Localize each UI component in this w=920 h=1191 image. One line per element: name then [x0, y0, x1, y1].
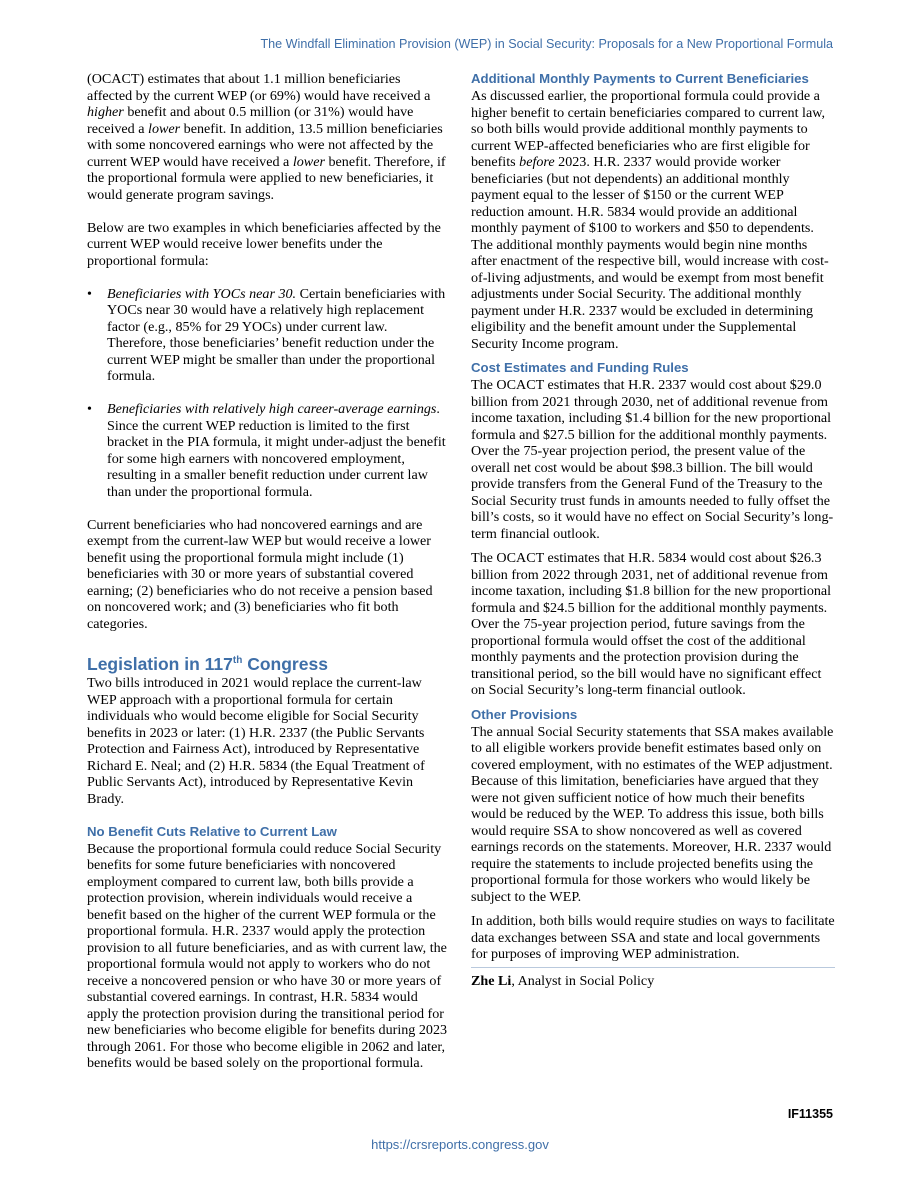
list-item: • Beneficiaries with relatively high career-average earnings. Since the current WEP reduction is limited to the first bracket in the PIA formula, it might under-adjust the benefit for some high earners with noncovered employment, resulting in a smaller benefit reduction under current law than under the proportional formula. [87, 401, 446, 500]
paragraph-additional-payments: As discussed earlier, the proportional formula could provide a higher benefit to certain beneficiaries compared to current law, so both bills would provide additional monthly payments to current WEP-affected beneficiaries who are first eligible for benefits before 2023. H.R. 2337 would provide worker beneficiaries (but not dependents) an additional monthly payment equal to the lesser of $150 or the current WEP reduction amount. H.R. 5834 would provide an additional monthly payment of $100 to workers and $50 to dependents. The additional monthly payments would begin nine months after enactment of the respective bill, would increase with cost-of-living adjustments, and would be exempt from most benefit adjustments under Social Security. The additional monthly payment under H.R. 2337 would be excluded in determining eligibility and the benefit amount under the Supplemental Security Income program. [471, 88, 829, 352]
paragraph-ocact-estimates: (OCACT) estimates that about 1.1 million beneficiaries affected by the current WEP (or 69%) would have received a higher benefit and about 0.5 million (or 31%) would have received a lower benefit. In addition, 13.5 million beneficiaries with some noncovered earnings who were not affected by the current WEP would have received a lower benefit. Therefore, if the proportional formula were applied to new beneficiaries, it would generate program savings. [87, 71, 446, 203]
paragraph-current-beneficiaries: Current beneficiaries who had noncovered earnings and are exempt from the current-law WEP but would receive a lower benefit using the proportional formula might include (1) beneficiaries with 30 or more years of substantial covered earning; (2) beneficiaries who do not receive a pension based on noncovered work; and (3) beneficiaries who fit both categories. [87, 516, 433, 632]
running-header: The Windfall Elimination Provision (WEP) in Social Security: Proposals for a New Proportional Formula [260, 37, 833, 51]
section-heading-legislation: Legislation in 117th Congress [87, 654, 328, 674]
paragraph-statements: The annual Social Security statements that SSA makes available to all eligible workers provide benefit estimates based only on covered employment, with no estimates of the WEP adjustment. Because of this limitation, beneficiaries have argued that they were not given sufficient notice of how much their benefits would be reduced by the WEP. To address this issue, both bills would require SSA to show noncovered as well as covered earnings records on the statements. Moreover, H.R. 2337 would require the statements to include projected benefits using the proportional formula for those workers who would likely be subject to the WEP. [471, 723, 834, 905]
author-line [471, 973, 835, 990]
subheading-cost-estimates: Cost Estimates and Funding Rules [471, 360, 689, 375]
subheading-other-provisions: Other Provisions [471, 706, 578, 722]
paragraph-two-bills: Two bills introduced in 2021 would replace the current-law WEP approach with a proportional formula for certain individuals who would become eligible for Social Security benefits in 2023 or later: (1) H.R. 2337 (the Public Servants Protection and Fairness Act), introduced by Representative Richard E. Neal; and (2) H.R. 5834 (the Equal Treatment of Public Servants Act), introduced by Representative Kevin Brady. [87, 675, 425, 807]
paragraph-examples-intro: Below are two examples in which beneficiaries affected by the current WEP would receive lower benefits under the proportional formula: [87, 219, 441, 269]
footer-url-link[interactable]: https://crsreports.congress.gov [371, 1137, 549, 1152]
right-column [471, 71, 835, 989]
paragraph-hr2337-cost: The OCACT estimates that H.R. 2337 would cost about $29.0 billion from 2021 through 2030, net of additional revenue from income taxation, including $1.4 billion for the new proportional formula and $27.5 billion for the additional monthly payments. Over the 75-year projection period, the present value of the overall net cost would be about $98.3 billion. The bill would provide transfers from the General Fund of the Treasury to the Social Security trust funds in amounts needed to fully offset the bill’s costs, so it would have no effect on Social Security’s long-term financial outlook. [471, 377, 834, 542]
report-id: IF11355 [787, 1107, 833, 1121]
paragraph-data-exchange: In addition, both bills would require studies on ways to facilitate data exchanges between SSA and state and local governments for purposes of improving WEP administration. [471, 913, 835, 962]
left-column [87, 71, 449, 1072]
bullet-icon: • [87, 401, 92, 417]
subheading-no-benefit-cuts: No Benefit Cuts Relative to Current Law [87, 823, 337, 839]
list-item: • Beneficiaries with YOCs near 30. Certain beneficiaries with YOCs near 30 would have a relatively high replacement factor (e.g., 85% for 29 YOCs) under current law. Therefore, those beneficiaries’ benefit reduction under the current WEP might be smaller than under the proportional formula. [87, 285, 446, 384]
subheading-additional-payments: Additional Monthly Payments to Current Beneficiaries [471, 71, 809, 86]
author-name: Zhe Li [471, 972, 512, 989]
author-divider [471, 967, 835, 968]
paragraph-hr5834-cost: The OCACT estimates that H.R. 5834 would cost about $26.3 billion from 2022 through 2031, net of additional revenue from income taxation, including $1.8 billion for the new proportional formula and $24.5 billion for the additional monthly payments. Over the 75-year projection period, future savings from the proportional formula would offset the cost of the additional monthly payments and the protection provision during the transitional period, so the bill would have no significant effect on Social Security’s long-term financial outlook. [471, 550, 832, 698]
bullet-icon: • [87, 285, 92, 302]
examples-list [87, 286, 449, 501]
paragraph-protection-provision: Because the proportional formula could reduce Social Security benefits for some future beneficiaries with noncovered employment compared to current law, both bills provide a protection provision, wherein individuals would receive a benefit based on the higher of the current WEP formula or the proportional formula. H.R. 2337 would apply the protection provision to all future beneficiaries, and as with current law, the proportional formula would not apply to workers who do not receive a noncovered pension or who have 30 or more years of substantial covered earnings. In contrast, H.R. 5834 would apply the protection provision during the transitional period for new beneficiaries who become eligible for benefits during 2023 through 2061. For those who become eligible in 2062 and later, benefits would be based solely on the proportional formula. [87, 840, 448, 1071]
author-title: , Analyst in Social Policy [511, 972, 655, 989]
